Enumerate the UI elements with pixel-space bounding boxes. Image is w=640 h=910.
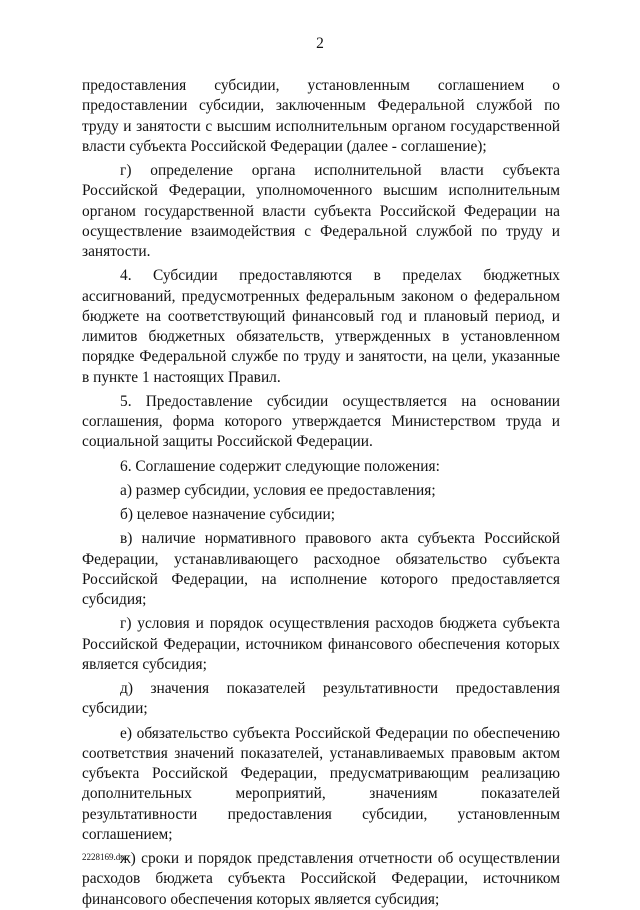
list-item-v: в) наличие нормативного правового акта субъекта Российской Федерации, устанавливающего расходное обязательство субъекта Российской Федерации, на исполнение которого предоставляется субсидия; (82, 530, 560, 608)
list-item-a: а) размер субсидии, условия ее предоставления; (120, 481, 436, 499)
list-item-g: г) условия и порядок осуществления расходов бюджета субъекта Российской Федерации, источником финансового обеспечения которых является субсидия; (82, 615, 560, 673)
paragraph-4-budget-limits: 4. Субсидии предоставляются в пределах бюджетных ассигнований, предусмотренных федеральным законом о федеральном бюджете на соответствующий финансовый год и плановый период, и лимитов бюджетных обязательств, утвержденных в установленном порядке Федеральной службе по труду и занятости, на цели, указанные в пункте 1 настоящих Правил. (82, 267, 560, 386)
document-body (82, 76, 560, 910)
page-number: 2 (316, 35, 324, 52)
paragraph-continuation: предоставления субсидии, установленным соглашением о предоставлении субсидии, заключенным Федеральной службой по труду и занятости с высшим исполнительным органом государственной власти субъекта Российской Федерации (далее - соглашение); (82, 77, 560, 155)
paragraph-item-g-authority: г) определение органа исполнительной власти субъекта Российской Федерации, уполномоченного высшим исполнительным органом государственной власти субъекта Российской Федерации на осуществление взаимодействия с Федеральной службой по труду и занятости. (82, 162, 560, 260)
paragraph-6-agreement-contents: 6. Соглашение содержит следующие положения: (120, 457, 440, 475)
paragraph-5-agreement-basis: 5. Предоставление субсидии осуществляется на основании соглашения, форма которого утверждается Министерством труда и социальной защиты Российской Федерации. (82, 392, 560, 451)
list-item-d: д) значения показателей результативности предоставления субсидии; (82, 680, 560, 718)
list-item-e: е) обязательство субъекта Российской Федерации по обеспечению соответствия значений показателей, устанавливаемых правовым актом субъекта Российской Федерации, предусматривающим реализацию дополнительных мероприятий, значениям показателей результативности предоставления субсидии, установленным соглашением; (82, 724, 560, 843)
document-filename: 2228169.doc (82, 852, 129, 862)
list-item-zh: ж) сроки и порядок представления отчетности об осуществлении расходов бюджета субъекта Российской Федерации, источником финансового обеспечения которых является субсидия; (82, 850, 560, 908)
list-item-b: б) целевое назначение субсидии; (120, 506, 336, 523)
